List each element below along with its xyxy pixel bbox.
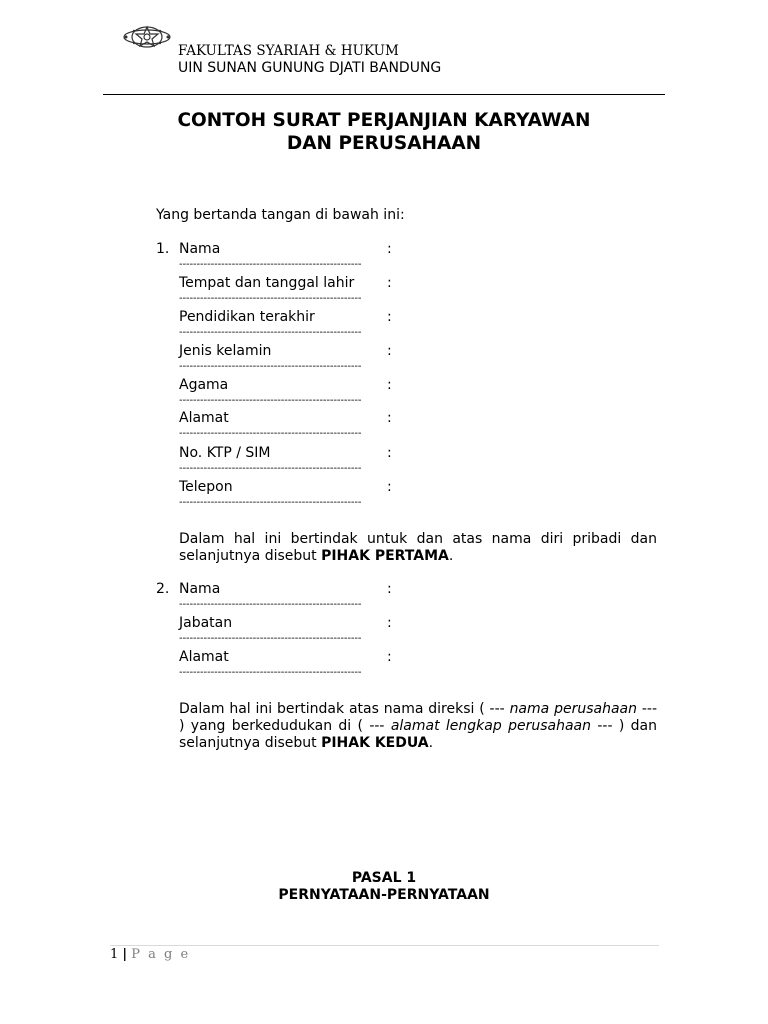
field-colon: : xyxy=(387,309,392,325)
party1-designation: PIHAK PERTAMA xyxy=(321,548,449,564)
field-colon: : xyxy=(387,410,392,426)
fill-line: ---------------------------------------------------- xyxy=(179,599,362,610)
field-colon: : xyxy=(387,343,392,359)
article-heading: PERNYATAAN-PERNYATAAN xyxy=(278,887,490,903)
field-colon: : xyxy=(387,649,392,665)
header-divider xyxy=(103,94,665,95)
party1-statement xyxy=(179,531,657,565)
fill-line: ---------------------------------------------------- xyxy=(179,327,362,338)
field-colon: : xyxy=(387,581,392,597)
party1-statement-text: Dalam hal ini bertindak untuk dan atas nama diri pribadi dan selanjutnya disebut xyxy=(179,531,657,564)
party2-statement-text: Dalam hal ini bertindak atas nama direksi ( --- xyxy=(179,701,510,717)
company-name-placeholder: nama perusahaan xyxy=(509,701,637,717)
fill-line: ---------------------------------------------------- xyxy=(179,395,362,406)
fill-line: ---------------------------------------------------- xyxy=(179,361,362,372)
party2-number: 2. xyxy=(156,581,170,597)
footer-divider xyxy=(110,945,659,946)
fill-line: ---------------------------------------------------- xyxy=(179,633,362,644)
field-colon: : xyxy=(387,615,392,631)
footer-separator: | xyxy=(122,947,128,962)
party1-field-label: Tempat dan tanggal lahir xyxy=(179,275,355,291)
intro-text: Yang bertanda tangan di bawah ini: xyxy=(156,207,405,223)
fill-line: ---------------------------------------------------- xyxy=(179,667,362,678)
fill-line: ---------------------------------------------------- xyxy=(179,293,362,304)
fill-line: ---------------------------------------------------- xyxy=(179,463,362,474)
fill-line: ---------------------------------------------------- xyxy=(179,259,362,270)
field-colon: : xyxy=(387,241,392,257)
party1-field-label: Nama xyxy=(179,241,221,257)
fill-line: ---------------------------------------------------- xyxy=(179,428,362,439)
field-colon: : xyxy=(387,479,392,495)
field-colon: : xyxy=(387,445,392,461)
party2-statement xyxy=(179,701,657,752)
field-colon: : xyxy=(387,377,392,393)
party2-field-label: Alamat xyxy=(179,649,229,665)
party2-statement-text: --- ) dan selanjutnya disebut xyxy=(179,718,657,751)
party2-field-label: Jabatan xyxy=(179,615,233,631)
party2-statement-text: --- ) yang berkedudukan di ( --- xyxy=(179,701,658,734)
fill-line: ---------------------------------------------------- xyxy=(179,497,362,508)
header-faculty: FAKULTAS SYARIAH & HUKUM xyxy=(178,43,399,59)
header-university: UIN SUNAN GUNUNG DJATI BANDUNG xyxy=(178,60,442,76)
ornament-star-logo-icon xyxy=(122,25,172,49)
party2-field-label: Nama xyxy=(179,581,221,597)
party1-field-label: Pendidikan terakhir xyxy=(179,309,315,325)
party1-field-label: No. KTP / SIM xyxy=(179,445,271,461)
page-number: 1 xyxy=(110,947,119,962)
party1-field-label: Agama xyxy=(179,377,229,393)
party1-field-label: Jenis kelamin xyxy=(179,343,272,359)
party1-field-label: Alamat xyxy=(179,410,229,426)
party2-designation: PIHAK KEDUA xyxy=(321,735,429,751)
page-footer xyxy=(110,947,190,962)
party1-field-label: Telepon xyxy=(179,479,233,495)
party1-number: 1. xyxy=(156,241,170,257)
document-title-line-1: CONTOH SURAT PERJANJIAN KARYAWAN xyxy=(177,110,591,131)
party1-statement-end: . xyxy=(448,548,454,564)
field-colon: : xyxy=(387,275,392,291)
company-address-placeholder: alamat lengkap perusahaan xyxy=(390,718,592,734)
document-title-line-2: DAN PERUSAHAAN xyxy=(286,133,482,154)
party2-statement-end: . xyxy=(428,735,434,751)
article-number: PASAL 1 xyxy=(351,870,417,886)
page-label: P a g e xyxy=(131,947,191,962)
